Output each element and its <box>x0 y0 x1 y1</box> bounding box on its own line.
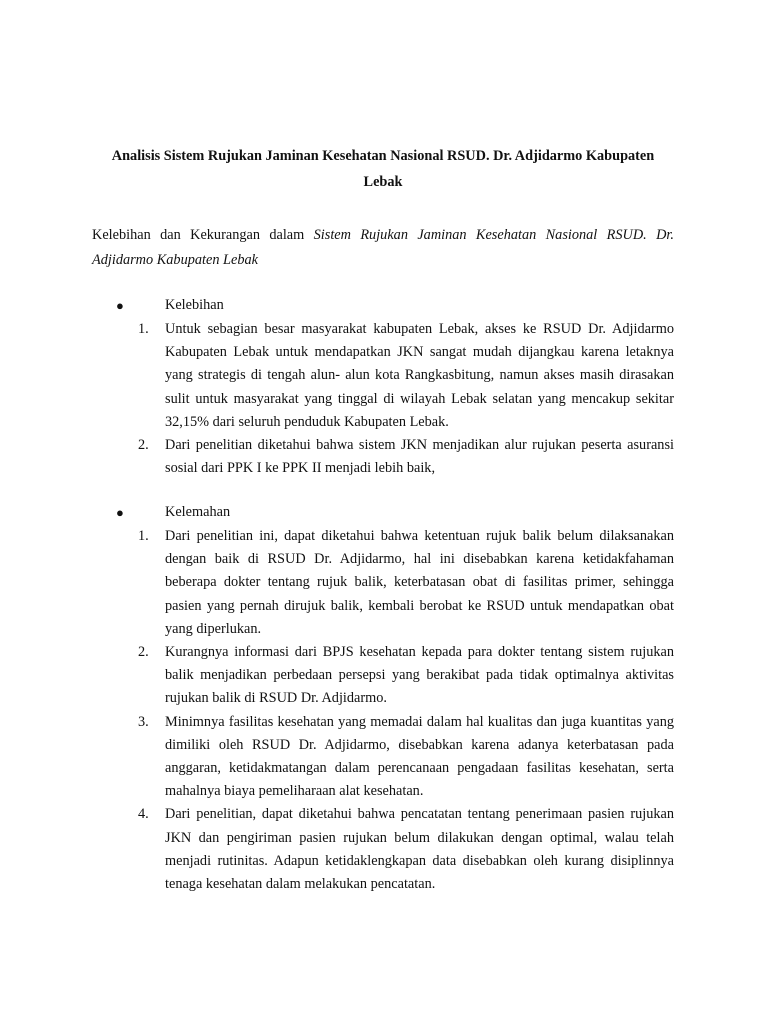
list-item-text: Dari penelitian ini, dapat diketahui bahwa ketentuan rujuk balik belum dilaksanakan dengan baik di RSUD Dr. Adjidarmo, hal ini disebabkan karena ketidakfahaman beberapa dokter tentang rujuk balik, keterbatasan obat di fasilitas primer, sehingga pasien yang pernah dirujuk balik, kembali berobat ke RSUD untuk mendapatkan obat yang diperlukan. <box>165 528 674 637</box>
list-item <box>92 803 674 896</box>
bullet-icon: ● <box>116 298 124 313</box>
list-item-text: Kurangnya informasi dari BPJS kesehatan kepada para dokter tentang sistem rujukan balik menjadikan perbedaan persepsi yang berakibat pada tidak optimalnya aktivitas rujukan balik di RSUD Dr. Adjidarmo. <box>165 644 674 707</box>
section-label: Kelebihan <box>165 297 224 313</box>
section-kelebihan <box>92 293 674 480</box>
bullet-heading-kelemahan <box>92 500 674 525</box>
bullet-heading-kelebihan <box>92 293 674 318</box>
list-item <box>92 525 674 641</box>
list-item <box>92 641 674 711</box>
list-item-text: Untuk sebagian besar masyarakat kabupaten Lebak, akses ke RSUD Dr. Adjidarmo Kabupaten Lebak untuk mendapatkan JKN sangat mudah dijangkau karena letaknya yang strategis di tengah alun- alun kota Rangkasbitung, namun akses masih dirasakan sulit untuk masyarakat yang tinggal di wilayah Lebak selatan yang mencakup sekitar 32,15% dari seluruh penduduk Kabupaten Lebak. <box>165 321 674 430</box>
list-item <box>92 318 674 434</box>
list-item-number: 2. <box>138 437 149 454</box>
kelemahan-list <box>92 525 674 896</box>
list-item-text: Minimnya fasilitas kesehatan yang memadai dalam hal kualitas dan juga kuantitas yang dimiliki oleh RSUD Dr. Adjidarmo, disebabkan karena adanya keterbatasan pada anggaran, ketidakmatangan dalam perencanaan pengadaan fasilitas kesehatan, serta mahalnya biaya pemeliharaan alat kesehatan. <box>165 713 674 800</box>
section-label: Kelemahan <box>165 504 231 520</box>
list-item-number: 4. <box>138 806 149 823</box>
list-item-number: 1. <box>138 528 149 544</box>
section-kelemahan <box>92 500 674 896</box>
list-item-number: 2. <box>138 644 149 661</box>
list-item <box>92 711 674 804</box>
list-item-number: 3. <box>138 713 149 730</box>
kelebihan-list <box>92 318 674 480</box>
intro-plain-text: Kelebihan dan Kekurangan dalam <box>92 227 314 243</box>
list-item-text: Dari penelitian, dapat diketahui bahwa pencatatan tentang penerimaan pasien rujukan JKN dan pengiriman pasien rujukan belum dilakukan dengan optimal, walau telah menjadi rutinitas. Adapun ketidaklengkapan data disebabkan oleh kurang disiplinnya tenaga kesehatan dalam melakukan pencatatan. <box>165 806 674 893</box>
list-item-number: 1. <box>138 321 149 337</box>
intro-italic-text: Sistem Rujukan Jaminan Kesehatan Nasional RSUD. Dr. Adjidarmo Kabupaten Lebak <box>92 227 674 268</box>
intro-paragraph <box>92 223 674 273</box>
document-title: Analisis Sistem Rujukan Jaminan Kesehatan Nasional RSUD. Dr. Adjidarmo Kabupaten Lebak <box>111 148 655 190</box>
list-item <box>92 434 674 480</box>
bullet-icon: ● <box>116 505 124 520</box>
list-item-text: Dari penelitian diketahui bahwa sistem JKN menjadikan alur rujukan peserta asuransi sosial dari PPK I ke PPK II menjadi lebih baik, <box>165 437 674 477</box>
